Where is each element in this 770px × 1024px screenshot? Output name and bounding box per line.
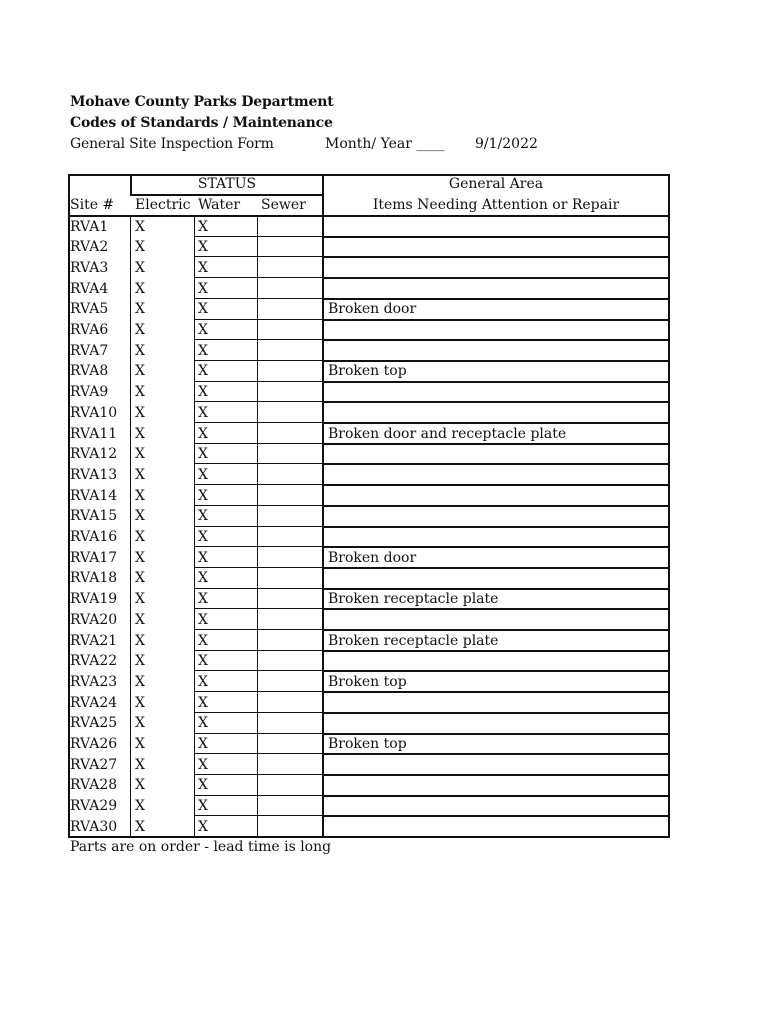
note-row-line — [322, 339, 670, 341]
note-row-line — [322, 463, 670, 465]
table-cell-electric: X — [135, 694, 145, 711]
row-line — [194, 319, 322, 320]
row-line — [194, 505, 322, 506]
site-column-divider — [130, 216, 131, 837]
table-cell-electric: X — [135, 756, 145, 773]
table-cell-water: X — [198, 446, 208, 463]
table-cell-electric: X — [135, 798, 145, 815]
note-row-line — [322, 546, 670, 548]
table-cell-water: X — [198, 342, 208, 359]
row-line — [194, 401, 322, 402]
row-line — [194, 815, 322, 816]
row-line — [194, 629, 322, 630]
table-cell-note: Broken receptacle plate — [328, 632, 499, 649]
table-cell-water: X — [198, 632, 208, 649]
note-row-line — [322, 567, 670, 569]
form-title: General Site Inspection Form — [70, 136, 274, 152]
header-bottom-border — [68, 215, 670, 217]
row-line — [194, 298, 322, 299]
table-cell-site: RVA20 — [70, 611, 118, 628]
table-cell-site: RVA18 — [70, 570, 118, 587]
table-cell-electric: X — [135, 715, 145, 732]
table-cell-site: RVA7 — [70, 342, 109, 359]
col-items-header: Items Needing Attention or Repair — [372, 197, 620, 213]
table-cell-electric: X — [135, 404, 145, 421]
table-cell-site: RVA9 — [70, 384, 109, 401]
table-cell-site: RVA12 — [70, 446, 118, 463]
note-row-line — [322, 795, 670, 797]
table-bottom-border — [68, 836, 670, 838]
note-row-line — [322, 753, 670, 755]
row-line — [194, 236, 322, 237]
table-cell-water: X — [198, 529, 208, 545]
table-cell-water: X — [198, 756, 208, 773]
note-row-line — [322, 815, 670, 817]
table-cell-note: Broken top — [328, 736, 407, 752]
row-line — [194, 463, 322, 464]
row-line — [194, 546, 322, 547]
table-cell-site: RVA25 — [70, 715, 118, 732]
table-cell-water: X — [198, 694, 208, 711]
row-line — [194, 381, 322, 382]
table-cell-water: X — [198, 487, 208, 504]
table-cell-site: RVA5 — [70, 301, 109, 318]
footer-note: Parts are on order - lead time is long — [70, 839, 332, 855]
table-cell-site: RVA28 — [70, 777, 118, 794]
note-row-line — [322, 691, 670, 693]
row-line — [194, 712, 322, 713]
table-cell-electric: X — [135, 259, 145, 276]
table-cell-water: X — [198, 591, 208, 608]
water-sewer-divider — [257, 216, 258, 837]
table-cell-site: RVA4 — [70, 280, 109, 297]
table-cell-site: RVA27 — [70, 756, 118, 773]
table-cell-electric: X — [135, 611, 145, 628]
table-cell-note: Broken door — [328, 301, 417, 318]
general-area-header: General Area — [448, 176, 544, 192]
table-cell-water: X — [198, 425, 208, 442]
row-line — [194, 608, 322, 609]
status-header: STATUS — [197, 176, 257, 192]
table-cell-water: X — [198, 715, 208, 732]
table-cell-site: RVA22 — [70, 653, 118, 670]
note-row-line — [322, 443, 670, 445]
table-cell-note: Broken receptacle plate — [328, 591, 499, 608]
table-cell-electric: X — [135, 466, 145, 483]
table-cell-site: RVA15 — [70, 508, 118, 525]
note-row-line — [322, 712, 670, 714]
table-cell-site: RVA8 — [70, 363, 109, 380]
table-cell-note: Broken door and receptacle plate — [328, 425, 567, 442]
table-cell-electric: X — [135, 653, 145, 670]
col-sewer-header: Sewer — [261, 197, 306, 213]
col-water-header: Water — [198, 197, 241, 213]
row-line — [194, 588, 322, 589]
table-cell-site: RVA21 — [70, 632, 118, 649]
table-cell-site: RVA13 — [70, 466, 118, 483]
table-cell-water: X — [198, 818, 208, 835]
table-top-border — [68, 174, 670, 176]
row-line — [194, 753, 322, 754]
note-row-line — [322, 526, 670, 528]
row-line — [194, 567, 322, 568]
site-header-divider — [130, 174, 132, 195]
row-line — [194, 691, 322, 692]
note-row-line — [322, 422, 670, 424]
table-cell-electric: X — [135, 591, 145, 608]
note-row-line — [322, 256, 670, 258]
table-cell-site: RVA23 — [70, 673, 118, 690]
table-cell-site: RVA14 — [70, 487, 118, 504]
col-electric-header: Electric — [135, 197, 191, 213]
table-cell-note: Broken top — [328, 363, 407, 380]
row-line — [194, 670, 322, 671]
table-cell-site: RVA2 — [70, 239, 109, 256]
table-cell-electric: X — [135, 818, 145, 835]
table-cell-site: RVA3 — [70, 259, 109, 276]
table-cell-water: X — [198, 611, 208, 628]
note-row-line — [322, 236, 670, 238]
table-cell-site: RVA10 — [70, 404, 118, 421]
electric-water-divider — [194, 216, 195, 837]
note-row-line — [322, 608, 670, 610]
row-line — [194, 277, 322, 278]
table-cell-water: X — [198, 466, 208, 483]
department-title: Mohave County Parks Department — [70, 94, 334, 110]
note-row-line — [322, 484, 670, 486]
note-row-line — [322, 670, 670, 672]
row-line — [194, 339, 322, 340]
table-cell-water: X — [198, 508, 208, 525]
table-cell-water: X — [198, 301, 208, 318]
table-cell-site: RVA6 — [70, 322, 109, 338]
table-cell-water: X — [198, 570, 208, 587]
note-row-line — [322, 319, 670, 321]
row-line — [194, 795, 322, 796]
note-row-line — [322, 298, 670, 300]
status-underline — [130, 194, 324, 196]
row-line — [194, 774, 322, 775]
table-cell-electric: X — [135, 218, 145, 235]
note-row-line — [322, 588, 670, 590]
note-row-line — [322, 629, 670, 631]
table-cell-electric: X — [135, 425, 145, 442]
table-cell-site: RVA1 — [70, 218, 109, 235]
table-cell-electric: X — [135, 446, 145, 463]
table-cell-electric: X — [135, 322, 145, 338]
table-cell-water: X — [198, 798, 208, 815]
note-row-line — [322, 774, 670, 776]
month-year-label: Month/ Year ____ — [325, 136, 445, 152]
table-cell-electric: X — [135, 529, 145, 545]
table-cell-water: X — [198, 736, 208, 752]
row-line — [194, 484, 322, 485]
row-line — [194, 443, 322, 444]
table-cell-site: RVA29 — [70, 798, 118, 815]
table-cell-electric: X — [135, 736, 145, 752]
table-cell-note: Broken top — [328, 673, 407, 690]
table-cell-water: X — [198, 384, 208, 401]
note-row-line — [322, 733, 670, 735]
table-left-border — [68, 174, 70, 837]
table-cell-water: X — [198, 653, 208, 670]
table-cell-electric: X — [135, 549, 145, 566]
table-cell-site: RVA17 — [70, 549, 118, 566]
table-cell-water: X — [198, 549, 208, 566]
row-line — [194, 422, 322, 423]
row-line — [194, 650, 322, 651]
table-cell-water: X — [198, 239, 208, 256]
table-cell-note: Broken door — [328, 549, 417, 566]
row-line — [194, 526, 322, 527]
table-cell-electric: X — [135, 570, 145, 587]
table-cell-water: X — [198, 777, 208, 794]
table-cell-electric: X — [135, 508, 145, 525]
table-cell-electric: X — [135, 777, 145, 794]
row-line — [194, 360, 322, 361]
col-site-header: Site # — [70, 197, 115, 213]
table-cell-electric: X — [135, 487, 145, 504]
table-cell-site: RVA30 — [70, 818, 118, 835]
note-row-line — [322, 650, 670, 652]
table-cell-electric: X — [135, 363, 145, 380]
table-cell-electric: X — [135, 342, 145, 359]
table-cell-water: X — [198, 363, 208, 380]
form-date: 9/1/2022 — [475, 136, 538, 152]
table-cell-electric: X — [135, 239, 145, 256]
table-cell-water: X — [198, 218, 208, 235]
note-row-line — [322, 505, 670, 507]
table-cell-site: RVA26 — [70, 736, 118, 752]
table-cell-water: X — [198, 280, 208, 297]
table-cell-water: X — [198, 259, 208, 276]
table-cell-water: X — [198, 673, 208, 690]
note-row-line — [322, 360, 670, 362]
table-cell-electric: X — [135, 384, 145, 401]
note-row-line — [322, 381, 670, 383]
row-line — [194, 733, 322, 734]
table-cell-water: X — [198, 404, 208, 421]
row-line — [194, 256, 322, 257]
table-cell-electric: X — [135, 673, 145, 690]
table-cell-electric: X — [135, 301, 145, 318]
table-cell-water: X — [198, 322, 208, 338]
table-cell-electric: X — [135, 632, 145, 649]
note-row-line — [322, 401, 670, 403]
table-cell-site: RVA16 — [70, 529, 118, 545]
table-cell-site: RVA11 — [70, 425, 118, 442]
table-cell-electric: X — [135, 280, 145, 297]
standards-subtitle: Codes of Standards / Maintenance — [70, 115, 333, 131]
note-row-line — [322, 277, 670, 279]
table-cell-site: RVA24 — [70, 694, 118, 711]
table-cell-site: RVA19 — [70, 591, 118, 608]
